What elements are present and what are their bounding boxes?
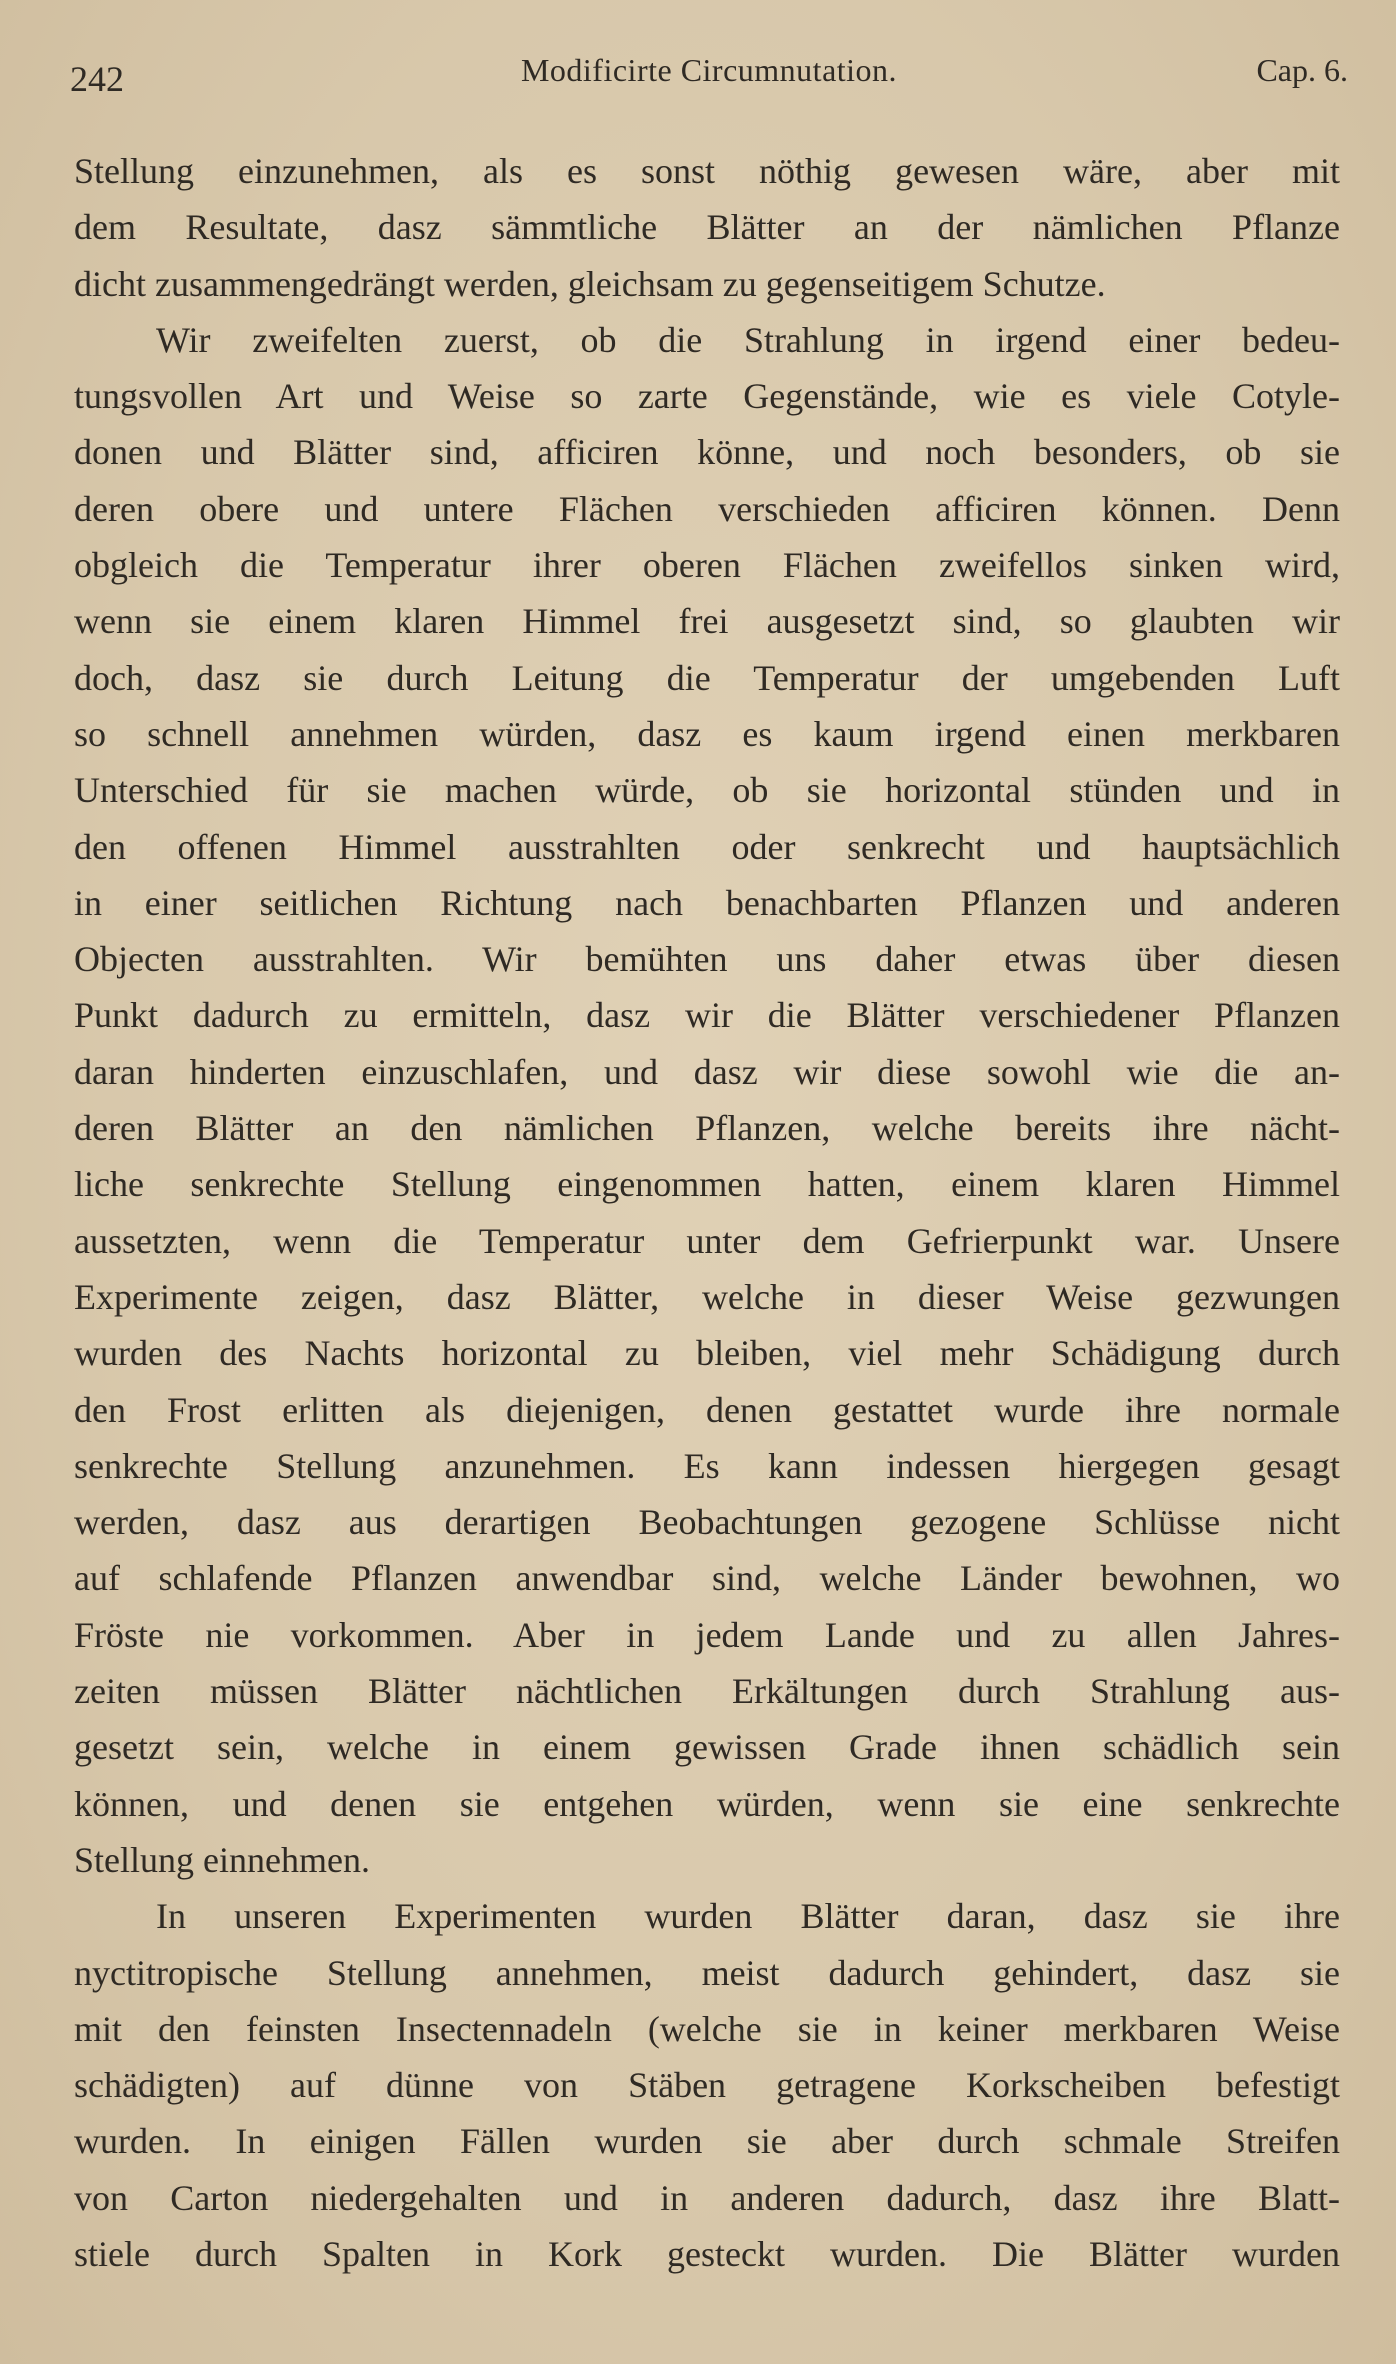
text-line: Stellung einzunehmen, als es sonst nöthig gewesen wäre, aber mit (74, 151, 1340, 191)
text-line: in einer seitlichen Richtung nach benachbarten Pflanzen und anderen (74, 882, 1340, 923)
text-line: deren obere und untere Flächen verschieden afficiren können. Denn (74, 488, 1340, 529)
text-line: donen und Blätter sind, afficiren könne, und noch besonders, ob sie (74, 432, 1340, 473)
text-line: schädigten) auf dünne von Stäben getragene Korkscheiben befestigt (74, 2065, 1340, 2106)
text-line: dem Resultate, dasz sämmtliche Blätter an der nämlichen Pflanze (74, 207, 1340, 248)
text-line: den Frost erlitten als diejenigen, denen gestattet wurde ihre normale (74, 1389, 1340, 1430)
text-line: Punkt dadurch zu ermitteln, dasz wir die Blätter verschiedener Pflanzen (74, 995, 1340, 1036)
body-text (74, 143, 1340, 2282)
text-line: tungsvollen Art und Weise so zarte Gegenstände, wie es viele Cotyle- (74, 376, 1340, 417)
text-line: mit den feinsten Insectennadeln (welche sie in keiner merkbaren Weise (74, 2008, 1340, 2049)
text-line: von Carton niedergehalten und in anderen dadurch, dasz ihre Blatt- (74, 2177, 1340, 2218)
text-line: Wir zweifelten zuerst, ob die Strahlung in irgend einer bedeu- (156, 319, 1340, 360)
text-line: Stellung einnehmen. (74, 1839, 370, 1880)
page-number: 242 (70, 59, 124, 99)
text-line: doch, dasz sie durch Leitung die Temperatur der umgebenden Luft (74, 657, 1340, 698)
text-line: obgleich die Temperatur ihrer oberen Flächen zweifellos sinken wird, (74, 545, 1340, 586)
text-line: zeiten müssen Blätter nächtlichen Erkältungen durch Strahlung aus- (74, 1671, 1340, 1712)
text-line: senkrechte Stellung anzunehmen. Es kann indessen hiergegen gesagt (74, 1445, 1340, 1486)
text-line: gesetzt sein, welche in einem gewissen Grade ihnen schädlich sein (74, 1727, 1340, 1768)
text-line: daran hinderten einzuschlafen, und dasz wir diese sowohl wie die an- (74, 1051, 1340, 1092)
text-line: den offenen Himmel ausstrahlten oder senkrecht und hauptsächlich (74, 826, 1340, 867)
text-line: stiele durch Spalten in Kork gesteckt wurden. Die Blätter wurden (74, 2233, 1340, 2274)
text-line: Experimente zeigen, dasz Blätter, welche in dieser Weise gezwungen (74, 1276, 1340, 1317)
text-line: liche senkrechte Stellung eingenommen hatten, einem klaren Himmel (74, 1164, 1340, 1205)
text-line: auf schlafende Pflanzen anwendbar sind, welche Länder bewohnen, wo (74, 1558, 1340, 1599)
text-line: wurden des Nachts horizontal zu bleiben, viel mehr Schädigung durch (74, 1333, 1340, 1374)
page-header (70, 52, 1348, 102)
text-line: so schnell annehmen würden, dasz es kaum irgend einen merkbaren (74, 713, 1340, 754)
text-line: Fröste nie vorkommen. Aber in jedem Lande und zu allen Jahres- (74, 1614, 1340, 1655)
text-line: deren Blätter an den nämlichen Pflanzen, welche bereits ihre nächt- (74, 1108, 1340, 1149)
chapter-label: Cap. 6. (1256, 52, 1348, 88)
text-line: können, und denen sie entgehen würden, wenn sie eine senkrechte (74, 1783, 1340, 1824)
text-line: wenn sie einem klaren Himmel frei ausgesetzt sind, so glaubten wir (74, 601, 1340, 642)
text-line: nyctitropische Stellung annehmen, meist dadurch gehindert, dasz sie (74, 1952, 1340, 1993)
text-line: Objecten ausstrahlten. Wir bemühten uns daher etwas über diesen (74, 939, 1340, 980)
text-line: In unseren Experimenten wurden Blätter daran, dasz sie ihre (156, 1896, 1340, 1937)
text-line: aussetzten, wenn die Temperatur unter dem Gefrierpunkt war. Unsere (74, 1220, 1340, 1261)
text-line: Unterschied für sie machen würde, ob sie horizontal stünden und in (74, 770, 1340, 811)
text-line: werden, dasz aus derartigen Beobachtungen gezogene Schlüsse nicht (74, 1502, 1340, 1543)
text-line: dicht zusammengedrängt werden, gleichsam zu gegenseitigem Schutze. (74, 263, 1106, 304)
text-line: wurden. In einigen Fällen wurden sie aber durch schmale Streifen (74, 2121, 1340, 2162)
running-title: Modificirte Circumnutation. (520, 52, 898, 88)
